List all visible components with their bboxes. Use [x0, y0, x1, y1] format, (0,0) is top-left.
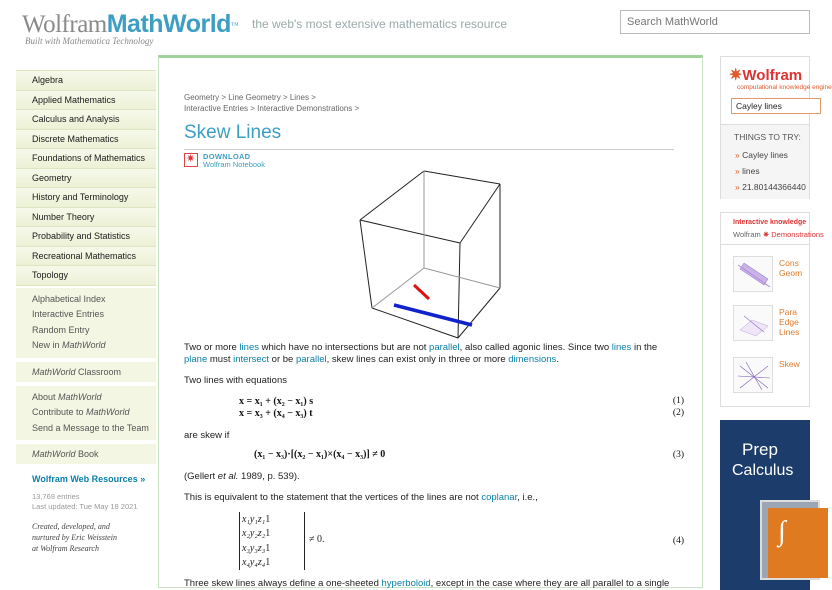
laptop-graphic — [760, 500, 820, 580]
credits — [16, 521, 156, 554]
breadcrumb-sep: > — [352, 104, 360, 113]
nav-item-send-message[interactable]: Send a Message to the Team — [32, 422, 149, 433]
nav-book-mw: MathWorld — [32, 449, 76, 459]
nav-item-foundations-of-mathematics[interactable]: Foundations of Mathematics — [16, 149, 156, 169]
nav-item-history-and-terminology[interactable]: History and Terminology — [16, 188, 156, 208]
credit-line: at Wolfram Research — [32, 544, 99, 553]
red-skew-line — [414, 285, 429, 299]
wolfram-alpha-input[interactable] — [731, 98, 821, 114]
demo-thumbnail-graphic — [734, 306, 774, 342]
interactive-knowledge-widget — [720, 212, 824, 407]
ik-wolfram: Wolfram — [733, 230, 761, 239]
link-lines-2[interactable]: lines — [611, 342, 632, 353]
tagline: the web's most extensive mathematics resource — [252, 17, 508, 31]
cube-edge — [424, 171, 500, 184]
wolfram-alpha-widget — [720, 56, 832, 199]
paragraph-coplanar: This is equivalent to the statement that the vertices of the lines are not coplanar, i.e., — [184, 492, 538, 503]
site-stats — [16, 492, 156, 512]
nav-item-discrete-mathematics[interactable]: Discrete Mathematics — [16, 130, 156, 150]
credit-line: nurtured by Eric Weisstein — [32, 533, 117, 542]
nav-item-recreational-mathematics[interactable]: Recreational Mathematics — [16, 247, 156, 267]
breadcrumb — [184, 92, 359, 114]
credit-line: Created, developed, and — [32, 522, 110, 531]
ad-line-2: Calculus — [732, 462, 794, 479]
nav-about-prefix: About — [32, 391, 59, 402]
equation-4-number: (4) — [672, 536, 684, 546]
link-parallel[interactable]: parallel — [429, 342, 460, 353]
site-header — [0, 0, 800, 56]
nav-item-number-theory[interactable]: Number Theory — [16, 208, 156, 228]
equation-2: x = x₃ + (x₄ − x₃) t — [239, 408, 313, 419]
breadcrumb-sep: > — [248, 104, 258, 113]
try-item[interactable]: » lines — [735, 166, 760, 176]
equation-1: x = x₁ + (x₂ − x₁) s — [239, 396, 314, 407]
breadcrumb-interactive-demonstrations[interactable]: Interactive Demonstrations — [257, 104, 353, 113]
cube-edge — [460, 184, 500, 243]
left-nav — [16, 70, 156, 554]
nav-item-classroom[interactable] — [16, 362, 156, 382]
cube-edge — [360, 220, 372, 308]
nav-item-contribute[interactable] — [16, 405, 156, 421]
topic-nav — [16, 70, 156, 286]
demo-thumbnail[interactable] — [733, 357, 773, 393]
demo-thumbnail[interactable] — [733, 305, 773, 341]
link-parallel-2[interactable]: parallel — [295, 354, 327, 365]
mathworld-logo[interactable] — [22, 10, 239, 39]
ad-line-1: Prep — [742, 440, 778, 459]
last-updated: Last updated: Tue May 18 2021 — [32, 502, 138, 511]
nav-item-about[interactable] — [16, 390, 156, 406]
nav-item-book[interactable] — [16, 444, 156, 464]
cube-edge — [458, 288, 500, 338]
link-lines[interactable]: lines — [239, 342, 259, 353]
breadcrumb-sep: > — [280, 93, 290, 102]
index-nav — [16, 288, 156, 358]
nav-classroom-mw: MathWorld — [32, 366, 76, 377]
nav-item-alphabetical-index[interactable]: Alphabetical Index — [32, 293, 106, 304]
wolfram-demonstrations-label[interactable] — [733, 230, 824, 239]
wolfram-alpha-logo[interactable] — [729, 65, 802, 85]
entry-count: 13,769 entries — [32, 492, 80, 501]
determinant-neq: ≠ 0. — [309, 534, 325, 545]
nav-item-topology[interactable]: Topology — [16, 266, 156, 286]
equation-1-number: (1) — [672, 396, 684, 406]
breadcrumb-sep: > — [219, 93, 229, 102]
cube-edge — [360, 171, 424, 220]
logo-trademark: ™ — [230, 20, 239, 30]
demo-thumbnail-graphic — [734, 358, 774, 394]
demo-thumbnail[interactable] — [733, 256, 773, 292]
nav-contribute-prefix: Contribute to — [32, 407, 87, 417]
cube-edge — [458, 243, 460, 338]
wolfram-alpha-subtitle: computational knowledge engine — [737, 84, 832, 91]
interactive-knowledge-heading: Interactive knowledge — [733, 219, 807, 226]
nav-item-random-entry[interactable]: Random Entry — [32, 324, 90, 335]
link-intersect[interactable]: intersect — [233, 354, 270, 365]
things-to-try-heading: THINGS TO TRY: — [734, 132, 801, 142]
logo-subtitle: Built with Mathematica Technology — [25, 36, 154, 46]
download-sublabel: Wolfram Notebook — [203, 160, 265, 169]
citation: (Gellert et al. 1989, p. 539). — [184, 471, 300, 482]
breadcrumb-line-geometry[interactable]: Line Geometry — [228, 93, 281, 102]
nav-new-in-mw: MathWorld — [62, 340, 106, 350]
cube-edge — [360, 220, 460, 243]
nav-new-in-prefix: New in — [32, 340, 63, 350]
paragraph-are-skew: are skew if — [184, 430, 230, 441]
title-divider — [184, 149, 674, 150]
demo-title[interactable]: Skew — [779, 359, 800, 369]
integral-icon: ∫ — [768, 508, 828, 578]
nav-contribute-mw: MathWorld — [86, 407, 130, 417]
link-coplanar[interactable]: coplanar — [481, 492, 518, 503]
demo-title[interactable]: Para Edge Lines — [779, 307, 800, 337]
paragraph-two-lines: Two lines with equations — [184, 375, 287, 386]
try-item[interactable]: » 21.80144366440 — [735, 182, 806, 192]
determinant-matrix: x₁ y₁ z₁ 1 x₂ y₂ z₂ 1 x₃ y₃ z₃ 1 x₄ y₄ z₄ 1 — [242, 513, 271, 569]
breadcrumb-geometry[interactable]: Geometry — [184, 93, 220, 102]
ik-divider — [721, 244, 809, 245]
paragraph-hyperboloid: Three skew lines always define a one-sheeted hyperboloid, except in the case where they are all parallel to a single — [184, 578, 670, 589]
breadcrumb-interactive-entries[interactable]: Interactive Entries — [184, 104, 249, 113]
nav-item-applied-mathematics[interactable]: Applied Mathematics — [16, 91, 156, 111]
about-nav — [16, 386, 156, 441]
wolfram-alpha-logo-text: Wolfram — [742, 67, 803, 84]
cube-hidden-edge — [424, 268, 500, 288]
search-input[interactable] — [620, 10, 810, 34]
wolfram-web-resources-link[interactable]: Wolfram Web Resources » — [32, 474, 146, 484]
equation-3-number: (3) — [672, 450, 684, 460]
nav-book-label: Book — [75, 449, 99, 459]
nav-classroom-label: Classroom — [75, 366, 122, 377]
blue-skew-line — [394, 305, 472, 325]
nav-about-mw: MathWorld — [58, 391, 102, 402]
nav-item-geometry[interactable]: Geometry — [16, 169, 156, 189]
breadcrumb-sep: > — [308, 93, 316, 102]
demonstrations-spikey-icon: ✷ — [762, 230, 770, 239]
try-item[interactable]: » Cayley lines — [735, 150, 788, 160]
wolfram-spikey-icon — [184, 153, 198, 167]
calculus-prep-ad[interactable] — [720, 420, 810, 590]
ik-demos: Demonstrations — [771, 230, 824, 239]
page-title: Skew Lines — [184, 122, 282, 143]
paragraph-definition: Two or more lines which have no intersections but are not parallel, also called agonic lines. Since two lines in the plane must intersect or be parallel, skew lines can exist only in three or more dimensions. — [184, 342, 658, 365]
download-label: DOWNLOAD — [203, 152, 251, 161]
link-dimensions[interactable]: dimensions — [508, 354, 557, 365]
nav-item-probability-and-statistics[interactable]: Probability and Statistics — [16, 227, 156, 247]
demo-thumbnail-graphic — [734, 257, 774, 293]
skew-lines-figure[interactable] — [360, 168, 510, 343]
link-plane[interactable]: plane — [184, 354, 208, 365]
logo-mathworld-text: MathWorld — [106, 10, 231, 38]
equation-3: (x₁ − x₃)·[(x₂ − x₁)×(x₄ − x₃)] ≠ 0 — [254, 449, 386, 460]
breadcrumb-lines[interactable]: Lines — [289, 93, 309, 102]
wolfram-spikey-icon: ✷ — [729, 67, 743, 84]
logo-wolfram-text: Wolfram — [22, 11, 107, 38]
cube-edge — [372, 308, 458, 338]
link-hyperboloid[interactable]: hyperboloid — [381, 578, 431, 589]
nav-item-interactive-entries[interactable]: Interactive Entries — [32, 309, 105, 319]
nav-item-algebra[interactable]: Algebra — [16, 71, 156, 91]
nav-item-calculus-and-analysis[interactable]: Calculus and Analysis — [16, 110, 156, 130]
equation-2-number: (2) — [672, 408, 684, 418]
demo-title[interactable]: Cons Geom — [779, 258, 803, 278]
nav-item-new-in-mathworld[interactable] — [16, 338, 156, 354]
things-to-try — [721, 124, 809, 199]
